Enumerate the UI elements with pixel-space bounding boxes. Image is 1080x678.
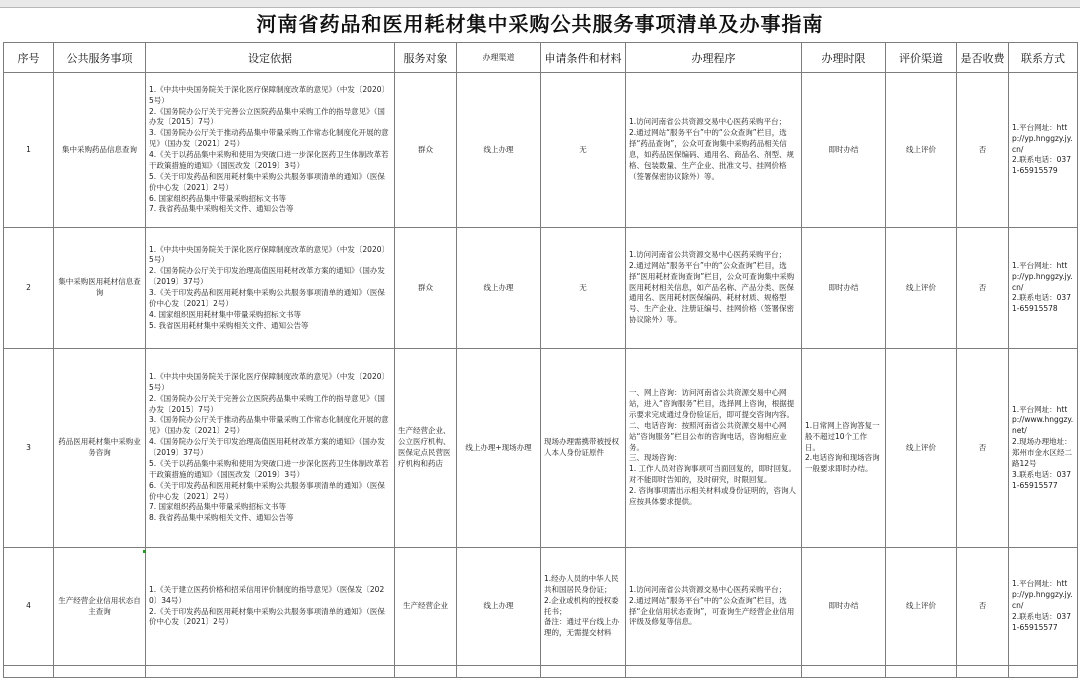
cell-item: 生产经营企业信用状态自主查询 [54, 548, 146, 666]
cell-target: 群众 [395, 228, 457, 349]
cell-contact: 1.平台网址：http://www.hnggzy.net/ 2.现场办理地址：郑州市金水区经二路12号 3.联系电话：0371-65915577 [1009, 349, 1078, 548]
table-row [4, 548, 1078, 666]
cell-evaluation: 线上评价 [886, 349, 957, 548]
cell-no: 2 [4, 228, 54, 349]
cell-target: 群众 [395, 73, 457, 228]
header-row [4, 43, 1078, 73]
cell-fee: 否 [957, 73, 1009, 228]
cell-evaluation: 线上评价 [886, 73, 957, 228]
cell-empty [457, 666, 541, 678]
cell-empty [146, 666, 395, 678]
cell-empty [886, 666, 957, 678]
col-header-conditions: 申请条件和材料 [541, 43, 626, 73]
col-header-basis: 设定依据 [146, 43, 395, 73]
cell-conditions: 无 [541, 73, 626, 228]
cell-conditions: 1.经办人员的中华人民共和国居民身份证； 2.企业或机构的授权委托书； 备注：通过平台线上办理的，无需提交材料 [541, 548, 626, 666]
col-header-channel: 办理渠道 [457, 43, 541, 73]
cell-evaluation: 线上评价 [886, 228, 957, 349]
cell-time-limit: 即时办结 [802, 548, 886, 666]
table-row [4, 73, 1078, 228]
cell-fee: 否 [957, 548, 1009, 666]
cell-empty [54, 666, 146, 678]
cell-no: 1 [4, 73, 54, 228]
col-header-procedure: 办理程序 [626, 43, 802, 73]
col-header-item: 公共服务事项 [54, 43, 146, 73]
cell-fee: 否 [957, 349, 1009, 548]
cell-basis: 1.《中共中央国务院关于深化医疗保障制度改革的意见》（中发〔2020〕5号） 2.《国务院办公厅关于完善公立医院药品集中采购工作的指导意见》（国办发〔2015〕7号） 3.《国务院办公厅关于推动药品集中带量采购工作常态化制度化开展的意见》（国办发〔2021〕2号） 4.《关于以药品集中采购和使用为突破口进一步深化医药卫生体制改革若干政策措施的通知》（国医改发〔2019〕3号） 5.《关于印发药品和医用耗材集中采购公共服务事项清单的通知》（医保价中心发〔2021〕2号） 6. 国家组织药品集中带量采购招标文书等 7. 我省药品集中采购相关文件、通知公告等 [146, 73, 395, 228]
cell-channel: 线上办理 [457, 548, 541, 666]
cell-no: 4 [4, 548, 54, 666]
cell-target: 生产经营企业 [395, 548, 457, 666]
cell-basis: 1.《关于建立医药价格和招采信用评价制度的指导意见》（医保发〔2020〕34号） 2.《关于印发药品和医用耗材集中采购公共服务事项清单的通知》（医保价中心发〔2021〕2号） [146, 548, 395, 666]
col-header-fee: 是否收费 [957, 43, 1009, 73]
cell-channel: 线上办理 [457, 228, 541, 349]
cell-empty [626, 666, 802, 678]
cell-empty [4, 666, 54, 678]
cell-basis: 1.《中共中央国务院关于深化医疗保障制度改革的意见》（中发〔2020〕5号） 2.《国务院办公厅关于完善公立医院药品集中采购工作的指导意见》（国办发〔2015〕7号） 3.《国务院办公厅关于推动药品集中带量采购工作常态化制度化开展的意见》（国办发〔2021〕2号） 4.《国务院办公厅关于印发治理高值医用耗材改革方案的通知》（国办发〔2019〕37号） 5.《关于以药品集中采购和使用为突破口进一步深化医药卫生体制改革若干政策措施的通知》（国医改发〔2019〕3号） 6.《关于印发药品和医用耗材集中采购公共服务事项清单的通知》（医保价中心发〔2021〕2号） 7. 国家组织药品集中带量采购招标文书等 8. 我省药品集中采购相关文件、通知公告等 [146, 349, 395, 548]
cell-item: 集中采购医用耗材信息查询 [54, 228, 146, 349]
cell-time-limit: 即时办结 [802, 228, 886, 349]
cell-target: 生产经营企业、公立医疗机构、医保定点民营医疗机构和药店 [395, 349, 457, 548]
col-header-no: 序号 [4, 43, 54, 73]
cell-evaluation: 线上评价 [886, 548, 957, 666]
cell-procedure: 一、网上咨询：访问河南省公共资源交易中心网站，进入“咨询服务”栏目，选择网上咨询，根据提示要求完成通过身份验证后，即可提交咨询内容。 二、电话咨询：按照河南省公共资源交易中心网站“咨询服务”栏目公布的咨询电话，咨询相应业务。 三、现场咨询： 1. 工作人员对咨询事项可当面回复的，即时回复。对不能即时告知的，及时研究，时限回复。 2. 咨询事项需出示相关材料或身份证明的，咨询人应按具体要求提供。 [626, 349, 802, 548]
cell-empty [957, 666, 1009, 678]
cell-empty [1009, 666, 1078, 678]
table-row [4, 228, 1078, 349]
cell-time-limit: 1.日常网上咨询答复一般不超过10个工作日。 2.电话咨询和现场咨询一般要求即时办结。 [802, 349, 886, 548]
cell-basis: 1.《中共中央国务院关于深化医疗保障制度改革的意见》（中发〔2020〕5号） 2.《国务院办公厅关于印发治理高值医用耗材改革方案的通知》（国办发〔2019〕37号） 3.《关于印发药品和医用耗材集中采购公共服务事项清单的通知》（医保价中心发〔2021〕2号） 4. 国家组织医用耗材集中带量采购招标文书等 5. 我省医用耗材集中采购相关文件、通知公告等 [146, 228, 395, 349]
cell-procedure: 1.访问河南省公共资源交易中心医药采购平台； 2.通过网站“服务平台”中的“公众查询”栏目，选择“医用耗材查询查询”栏目，公众可查询集中采购医用耗材相关信息，如产品名称、产品分类、医保通用名、医用耗材医保编码、耗材材质、规格型号、生产企业、注册证编号、挂网价格（签署保密协议除外）等。 [626, 228, 802, 349]
cell-channel: 线上办理+现场办理 [457, 349, 541, 548]
cell-contact: 1.平台网址：http://yp.hnggzy.jy.cn/ 2.联系电话：0371-65915577 [1009, 548, 1078, 666]
cell-item: 集中采购药品信息查询 [54, 73, 146, 228]
cell-channel: 线上办理 [457, 73, 541, 228]
document-title: 河南省药品和医用耗材集中采购公共服务事项清单及办事指南 [256, 12, 824, 36]
cell-time-limit: 即时办结 [802, 73, 886, 228]
col-header-target: 服务对象 [395, 43, 457, 73]
cell-procedure: 1.访问河南省公共资源交易中心医药采购平台； 2.通过网站“服务平台”中的“公众查询”栏目，选择“药品查询”，公众可查询集中采购药品相关信息，如药品医保编码、通用名、商品名、剂型、规格、包装数量、生产企业、批准文号、挂网价格（签署保密协议除外）等。 [626, 73, 802, 228]
cell-contact: 1.平台网址：http://yp.hnggzy.jy.cn/ 2.联系电话：0371-65915578 [1009, 228, 1078, 349]
cell-empty [395, 666, 457, 678]
cell-procedure: 1.访问河南省公共资源交易中心医药采购平台； 2.通过网站“服务平台”中的“公众查询”栏目，选择“企业信用状态查询”，可查询生产经营企业信用评级及修复等信息。 [626, 548, 802, 666]
table-row [4, 349, 1078, 548]
cell-conditions: 无 [541, 228, 626, 349]
cell-fee: 否 [957, 228, 1009, 349]
cell-empty [541, 666, 626, 678]
service-table [3, 42, 1078, 678]
col-header-contact: 联系方式 [1009, 43, 1078, 73]
cell-item: 药品医用耗材集中采购业务咨询 [54, 349, 146, 548]
cell-selection-marker [143, 550, 146, 553]
table-row-partial [4, 666, 1078, 678]
col-header-time-limit: 办理时限 [802, 43, 886, 73]
cell-empty [802, 666, 886, 678]
cell-conditions: 现场办理需携带被授权人本人身份证原件 [541, 349, 626, 548]
cell-no: 3 [4, 349, 54, 548]
col-header-evaluation: 评价渠道 [886, 43, 957, 73]
cell-contact: 1.平台网址：http://yp.hnggzy.jy.cn/ 2.联系电话：0371-65915579 [1009, 73, 1078, 228]
